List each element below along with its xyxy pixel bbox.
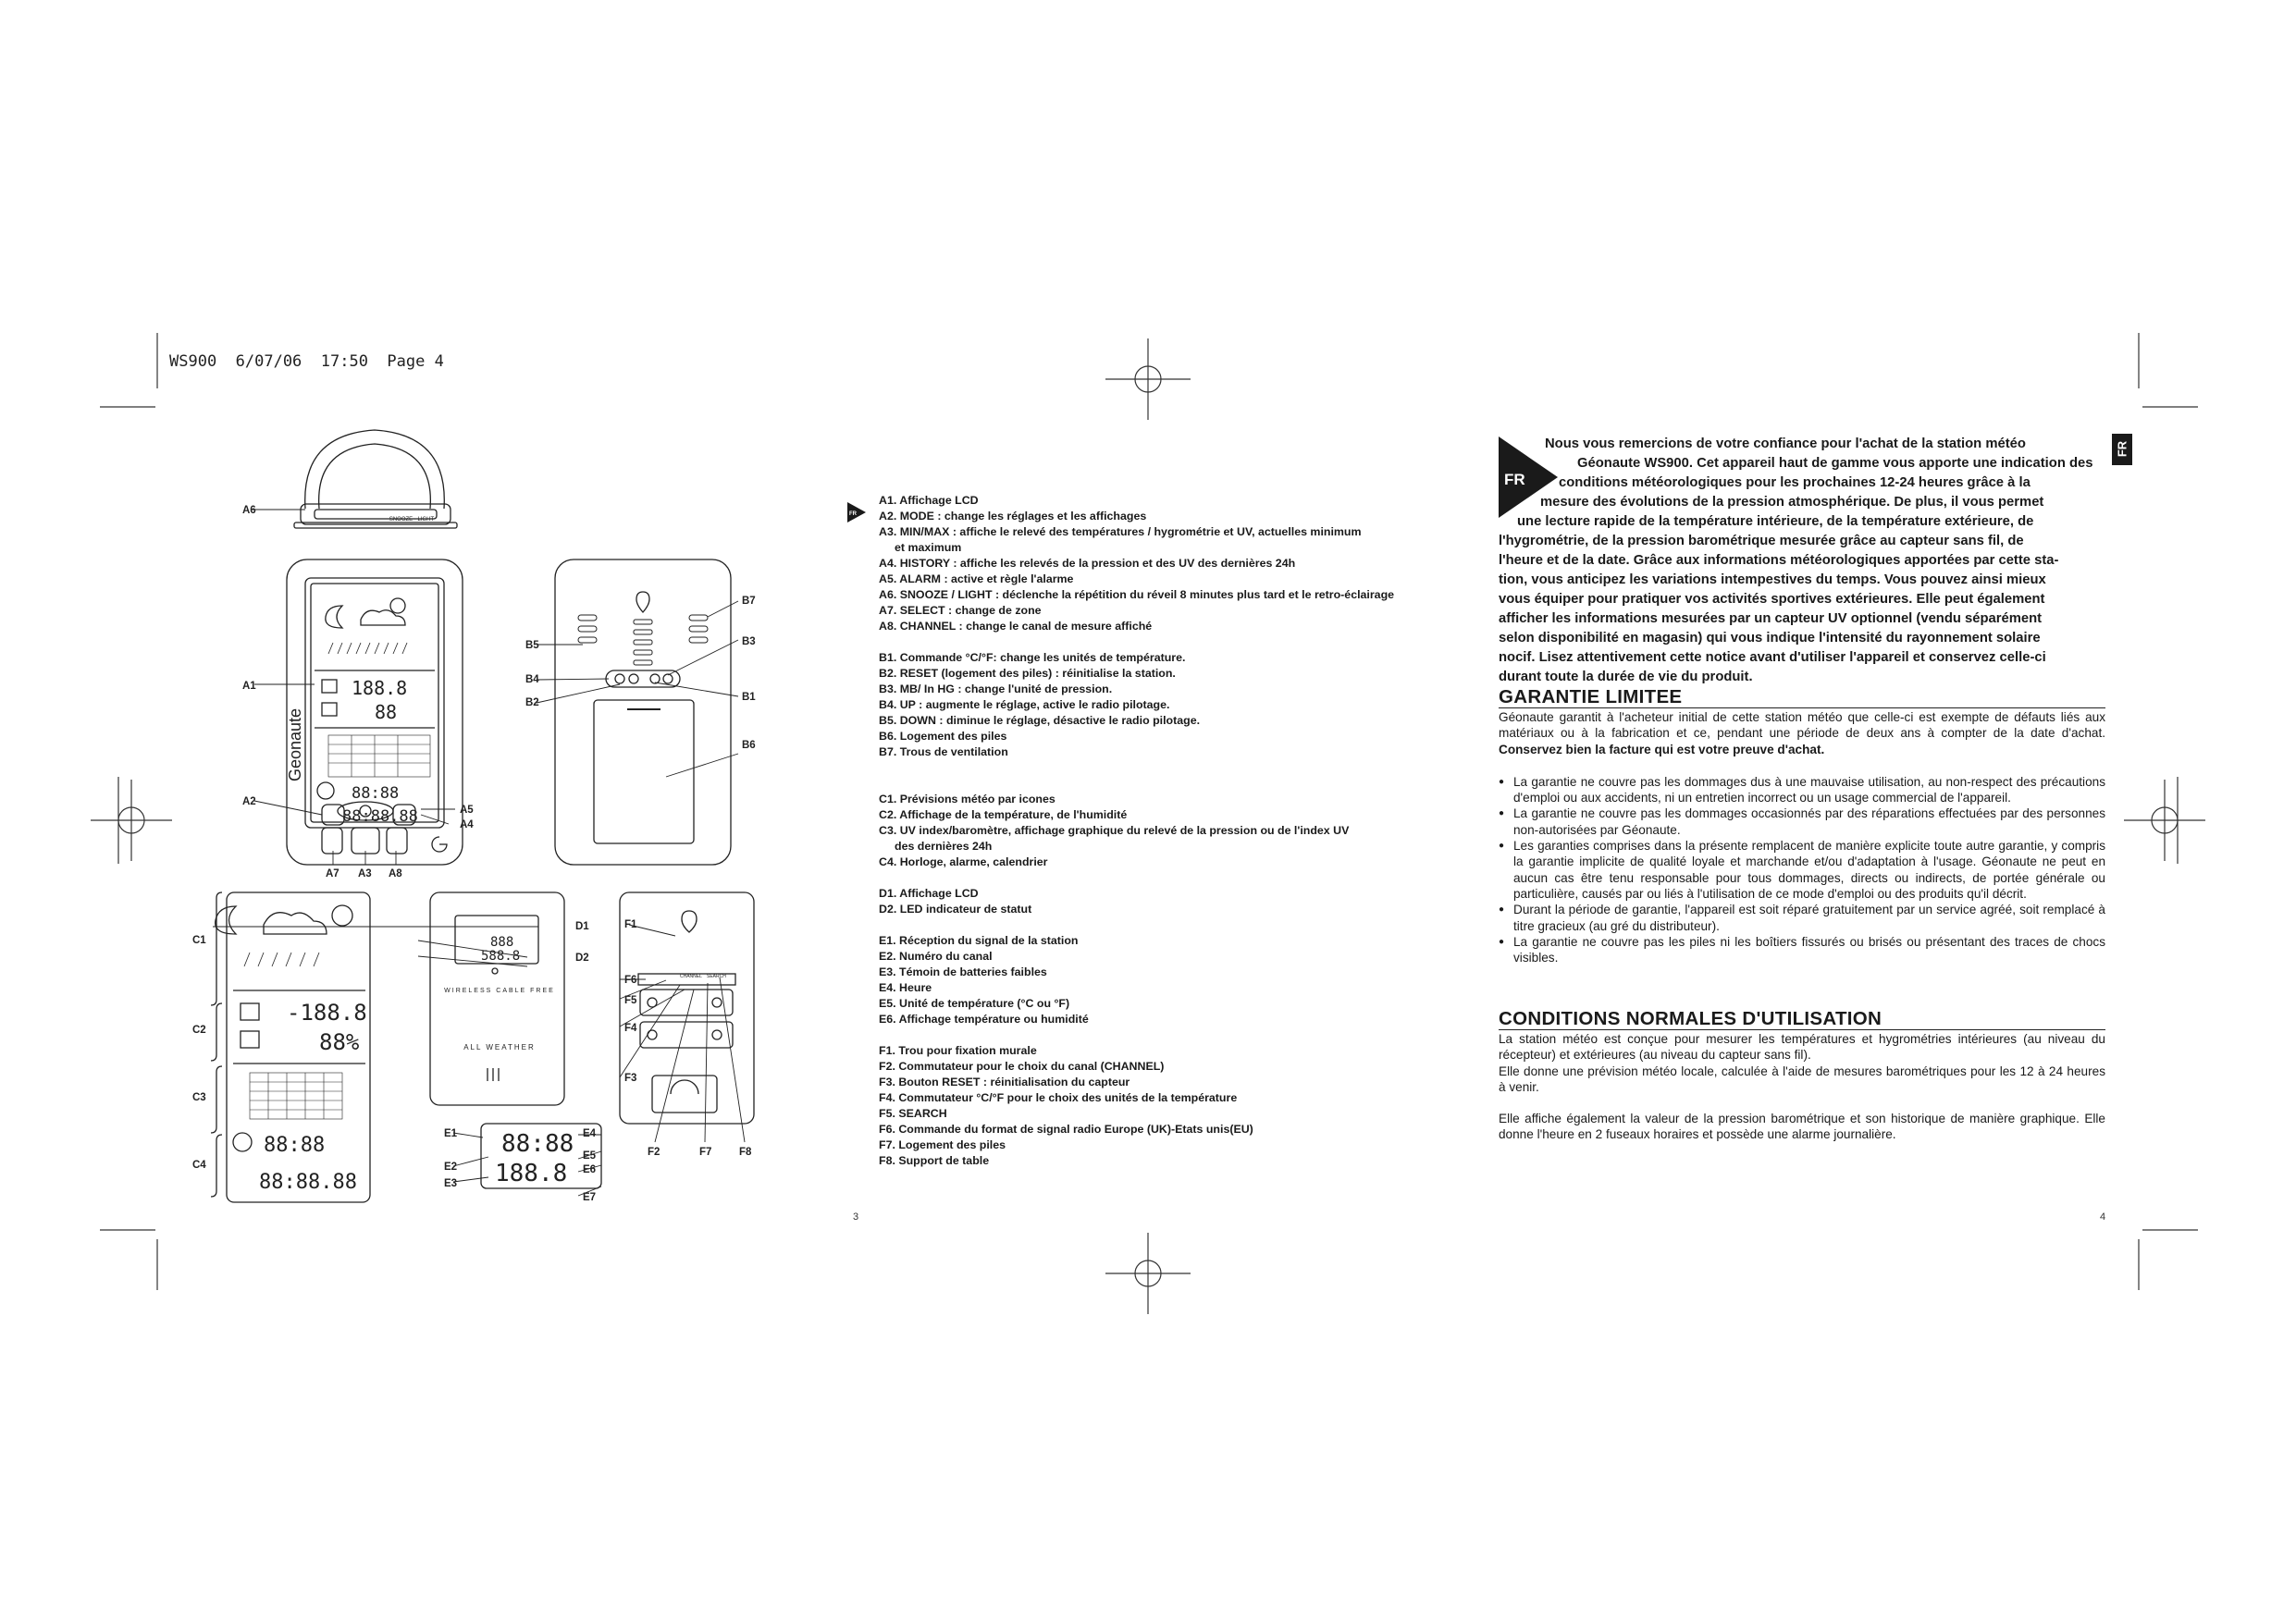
legend-item: D1. Affichage LCD — [879, 887, 979, 900]
legend-item: des dernières 24h — [895, 840, 993, 853]
legend-item: B2. RESET (logement des piles) : réinitialise la station. — [879, 667, 1176, 680]
conditions-heading: CONDITIONS NORMALES D'UTILISATION — [1499, 1008, 2105, 1030]
label-b3: B3 — [742, 636, 756, 647]
label-a8: A8 — [389, 868, 402, 879]
label-c3: C3 — [192, 1092, 206, 1103]
svg-text:188.8: 188.8 — [352, 677, 408, 699]
legend-item: F1. Trou pour fixation murale — [879, 1044, 1037, 1057]
label-e5: E5 — [583, 1150, 597, 1162]
svg-text:88:88.88: 88:88.88 — [259, 1171, 357, 1194]
warranty-bullet: ● Durant la période de garantie, l'appareil est soit réparé gratuitement par un service agréé, soit remplacé à titre gracieux (au gré du distributeur). — [1499, 902, 2105, 934]
legend-spacer — [879, 917, 1462, 933]
legend-item: A8. CHANNEL : change le canal de mesure affiché — [879, 620, 1153, 633]
warranty-heading: GARANTIE LIMITEE — [1499, 686, 2105, 708]
legend-spacer — [879, 1027, 1462, 1043]
intro-line: durant toute la durée de vie du produit. — [1499, 670, 1753, 684]
legend-item: F7. Logement des piles — [879, 1138, 1006, 1151]
print-header: WS900 6/07/06 17:50 Page 4 — [169, 352, 444, 371]
legend-item: D2. LED indicateur de statut — [879, 903, 1032, 916]
label-f2: F2 — [648, 1147, 660, 1158]
conditions-paragraph: La station météo est conçue pour mesurer les températures et hygrométries intérieures (au niveau du récepteur) et extérieures (au niveau du capteur sans fil). — [1499, 1032, 2105, 1063]
legend-item: E4. Heure — [879, 981, 932, 994]
svg-text:588.8: 588.8 — [481, 949, 521, 964]
label-c1: C1 — [192, 935, 206, 946]
label-b7: B7 — [742, 596, 756, 607]
intro-line: l'hygrométrie, de la pression barométrique mesurée grâce au capteur sans fil, de — [1499, 534, 2024, 548]
legend-item: F6. Commande du format de signal radio Europe (UK)-Etats unis(EU) — [879, 1123, 1253, 1136]
svg-text:88%: 88% — [319, 1029, 360, 1055]
svg-text:888: 888 — [490, 935, 514, 950]
legend-item: A2. MODE : change les réglages et les affichages — [879, 510, 1147, 523]
intro-line: Géonaute WS900. Cet appareil haut de gamme vous apporte une indication des — [1577, 456, 2093, 471]
label-a1: A1 — [242, 681, 256, 692]
label-f7: F7 — [699, 1147, 712, 1158]
sensor-front-body — [430, 892, 564, 1105]
warranty-bullet: ● La garantie ne couvre pas les piles ni les boîtiers fissurés ou brisés ou présentant des traces de chocs visibles. — [1499, 934, 2105, 966]
label-e2: E2 — [444, 1162, 458, 1173]
intro-line: mesure des évolutions de la pression atmosphérique. De plus, il vous permet — [1540, 495, 2044, 510]
legend-item: E5. Unité de température (°C ou °F) — [879, 997, 1070, 1010]
legend-spacer — [879, 776, 1462, 792]
fr-flag-small — [847, 502, 866, 523]
label-b4: B4 — [525, 674, 539, 685]
legend-item: B5. DOWN : diminue le réglage, désactive le radio pilotage. — [879, 714, 1201, 727]
legend-item: et maximum — [895, 541, 962, 554]
label-f6: F6 — [624, 975, 637, 986]
language-tab: FR — [2112, 434, 2132, 465]
page-number-left: 3 — [853, 1211, 859, 1223]
intro-line: Nous vous remercions de votre confiance pour l'achat de la station météo — [1545, 436, 2026, 451]
label-e3: E3 — [444, 1178, 458, 1189]
label-f5: F5 — [624, 995, 637, 1006]
svg-text:FR: FR — [849, 511, 857, 517]
sensor-wireless-text: WIRELESS CABLE FREE — [444, 988, 555, 994]
label-e7: E7 — [583, 1192, 597, 1203]
legend-item: C3. UV index/baromètre, affichage graphique du relevé de la pression ou de l'index UV — [879, 824, 1350, 837]
sensor-front-text: ALL WEATHER — [463, 1043, 536, 1051]
sensor-channel-text: CHANNEL — [680, 974, 702, 979]
conditions-section — [1499, 1031, 2105, 1143]
svg-text:88:88: 88:88 — [352, 784, 400, 803]
snooze-light-label: SNOOZE · LIGHT — [389, 517, 435, 523]
legend-item: B1. Commande °C/°F: change les unités de température. — [879, 651, 1186, 664]
label-c2: C2 — [192, 1025, 206, 1036]
receiver-back-body — [555, 559, 731, 865]
label-a7: A7 — [326, 868, 339, 879]
legend-item: A6. SNOOZE / LIGHT : déclenche la répétition du réveil 8 minutes plus tard et le retro-éclairage — [879, 588, 1395, 601]
label-b2: B2 — [525, 697, 539, 708]
legend-item: F4. Commutateur °C/°F pour le choix des unités de la température — [879, 1091, 1238, 1104]
legend-item: E2. Numéro du canal — [879, 950, 993, 963]
intro-line: afficher les informations mesurées par un capteur UV optionnel (vendu séparément — [1499, 611, 2043, 626]
legend-item: B7. Trous de ventilation — [879, 745, 1008, 758]
intro-line: tion, vous anticipez les variations intempestives du temps. Vous pouvez ainsi mieux — [1499, 572, 2046, 587]
legend-item: C4. Horloge, alarme, calendrier — [879, 855, 1048, 868]
label-d2: D2 — [575, 953, 589, 964]
legend-item: F3. Bouton RESET : réinitialisation du capteur — [879, 1076, 1130, 1088]
svg-text:88:88: 88:88 — [501, 1130, 574, 1158]
svg-text:88: 88 — [375, 701, 398, 723]
legend-item: A5. ALARM : active et règle l'alarme — [879, 572, 1074, 585]
sensor-search-text: SEARCH — [707, 974, 726, 979]
legend-item: F2. Commutateur pour le choix du canal (CHANNEL) — [879, 1060, 1165, 1073]
legend-item: B4. UP : augmente le réglage, active le radio pilotage. — [879, 698, 1170, 711]
legend-item: C2. Affichage de la température, de l'humidité — [879, 808, 1128, 821]
warranty-bullet: ● La garantie ne couvre pas les dommages occasionnés par des réparations effectuées par des personnes non-autorisées par Géonaute. — [1499, 805, 2105, 838]
label-a2: A2 — [242, 796, 256, 807]
warranty-paragraph: Géonaute garantit à l'acheteur initial de cette station météo que celle-ci est exempte de défauts liés aux matériaux ou à la fabrication et ce, pendant une période de deux ans à compter de la date d'achat. Conservez bien la facture qui est votre preuve d'achat. — [1499, 710, 2105, 756]
legend-item: F5. SEARCH — [879, 1107, 947, 1120]
svg-text:88:88: 88:88 — [264, 1134, 326, 1157]
legend-item: B3. MB/ In HG : change l'unité de pression. — [879, 682, 1113, 695]
legend-item: A1. Affichage LCD — [879, 494, 979, 507]
label-a6: A6 — [242, 505, 256, 516]
intro-paragraph — [1499, 435, 2105, 687]
parts-legend — [879, 493, 1462, 1169]
label-f8: F8 — [739, 1147, 752, 1158]
svg-text:-188.8: -188.8 — [287, 1000, 367, 1026]
intro-line: conditions météorologiques pour les prochaines 12-24 heures grâce à la — [1559, 475, 2031, 490]
warranty-section — [1499, 709, 2105, 965]
label-a4: A4 — [460, 819, 474, 830]
label-e1: E1 — [444, 1128, 458, 1139]
product-illustrations — [192, 412, 814, 1207]
label-b1: B1 — [742, 692, 756, 703]
page-number-right: 4 — [2100, 1211, 2106, 1223]
label-b5: B5 — [525, 640, 539, 651]
intro-line: vous équiper pour pratiquer vos activités sportives extérieures. Elle peut également — [1499, 592, 2045, 607]
label-f3: F3 — [624, 1073, 637, 1084]
label-f4: F4 — [624, 1023, 637, 1034]
label-f1: F1 — [624, 919, 637, 930]
svg-text:188.8: 188.8 — [495, 1160, 568, 1187]
label-d1: D1 — [575, 921, 589, 932]
label-c4: C4 — [192, 1160, 206, 1171]
legend-item: A4. HISTORY : affiche les relevés de la pression et des UV des dernières 24h — [879, 557, 1296, 570]
legend-spacer — [879, 634, 1462, 650]
label-e6: E6 — [583, 1164, 597, 1175]
legend-item: B6. Logement des piles — [879, 730, 1007, 743]
legend-item: A7. SELECT : change de zone — [879, 604, 1042, 617]
conditions-paragraph: Elle donne une prévision météo locale, calculée à l'aide de mesures barométriques pour les 12 à 24 heures à venir. — [1499, 1064, 2105, 1094]
label-b6: B6 — [742, 740, 756, 751]
warranty-bullet: ● Les garanties comprises dans la présente remplacent de manière explicite toute autre garantie, y compris la garantie implicite de qualité loyale et marchande et/ou d'adaptation à l'usage. Géonaute ne peut en aucun cas être tenu responsable pour tous dommages, directs ou indirects, de portée générale ou particulière, causés par ou liés à l'utilisation de ce mode d'emploi ou des produits qu'il décrit. — [1499, 838, 2105, 902]
svg-text:88:88.88: 88:88.88 — [342, 807, 418, 826]
legend-item: C1. Prévisions météo par icones — [879, 793, 1055, 805]
svg-text:FR: FR — [1504, 471, 1525, 488]
intro-line: l'heure et de la date. Grâce aux informations météorologiques apportées par cette sta- — [1499, 553, 2059, 568]
legend-spacer — [879, 870, 1462, 886]
label-e4: E4 — [583, 1128, 597, 1139]
label-a3: A3 — [358, 868, 372, 879]
legend-item: E3. Témoin de batteries faibles — [879, 965, 1047, 978]
legend-item: E6. Affichage température ou humidité — [879, 1013, 1089, 1026]
conditions-paragraph: Elle affiche également la valeur de la pression barométrique et son historique de manière graphique. Elle donne l'heure en 2 fuseaux horaires et possède une alarme journalière. — [1499, 1112, 2105, 1142]
warranty-bullet: ● La garantie ne couvre pas les dommages dus à une mauvaise utilisation, au non-respect des précautions d'emploi ou aux accidents, ni un entretien incorrect ou un usage commercial de l'appareil. — [1499, 774, 2105, 806]
intro-line: selon disponibilité en magasin) qui vous indique l'intensité du rayonnement solaire — [1499, 631, 2041, 646]
intro-line: une lecture rapide de la température intérieure, de la température extérieure, de — [1517, 514, 2034, 529]
legend-item: E1. Réception du signal de la station — [879, 934, 1079, 947]
legend-spacer — [879, 760, 1462, 776]
legend-item: F8. Support de table — [879, 1154, 990, 1167]
intro-line: nocif. Lisez attentivement cette notice avant d'utiliser l'appareil et conservez celle-ci — [1499, 650, 2046, 665]
legend-item: A3. MIN/MAX : affiche le relevé des températures / hygrométrie et UV, actuelles minimum — [879, 525, 1362, 538]
brand-logo-text: Geonaute — [286, 707, 304, 781]
label-a5: A5 — [460, 805, 474, 816]
